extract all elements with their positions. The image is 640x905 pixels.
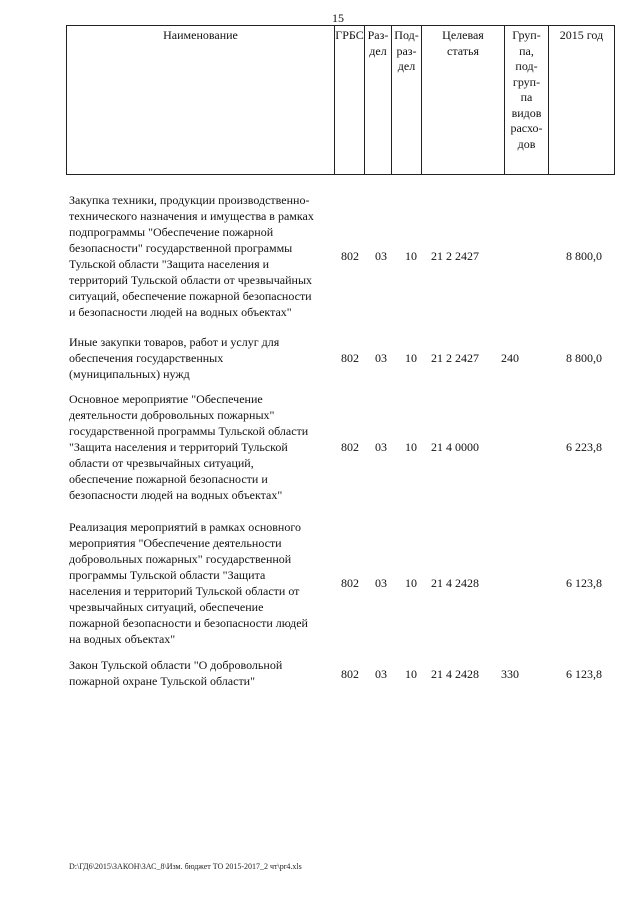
row-razdel: 03 <box>375 440 387 454</box>
row-group: 330 <box>501 667 519 681</box>
row-name: Закон Тульской области "О добровольной пожарной охране Тульской области" <box>69 658 283 688</box>
row-target: 21 4 0000 <box>431 440 479 454</box>
row-amount: 8 800,0 <box>566 351 602 365</box>
row-razdel: 03 <box>375 249 387 263</box>
row-grbs: 802 <box>341 440 359 454</box>
header-razdel: Раз- дел <box>365 26 392 174</box>
row-amount: 6 123,8 <box>566 667 602 681</box>
header-name: Наименование <box>67 26 335 174</box>
page-number: 15 <box>332 11 344 25</box>
row-target: 21 4 2428 <box>431 576 479 590</box>
row-amount: 6 123,8 <box>566 576 602 590</box>
row-podrazdel: 10 <box>405 576 417 590</box>
row-name: Основное мероприятие "Обеспечение деятельности добровольных пожарных" государственной программы Тульской области "Защита населения и территорий Тульской области от чрезвычайных ситуаций, обеспечение пожарной безопасности и безопасности людей на водных объектах" <box>69 392 309 502</box>
row-razdel: 03 <box>375 576 387 590</box>
header-grbs: ГРБС <box>335 26 365 174</box>
row-grbs: 802 <box>341 351 359 365</box>
table-header <box>66 25 615 175</box>
row-amount: 6 223,8 <box>566 440 602 454</box>
row-group: 240 <box>501 351 519 365</box>
row-podrazdel: 10 <box>405 249 417 263</box>
row-target: 21 2 2427 <box>431 351 479 365</box>
header-target-article: Целевая статья <box>422 26 505 174</box>
row-target: 21 2 2427 <box>431 249 479 263</box>
row-name: Закупка техники, продукции производственно- технического назначения и имущества в рамках подпрограммы "Обеспечение пожарной безопасности" государственной программы Тульской области "Защита населения и территорий Тульской области от чрезвычайных ситуаций, обеспечение пожарной безопасности и безопасности людей на водных объектах" <box>69 193 314 319</box>
row-target: 21 4 2428 <box>431 667 479 681</box>
header-year: 2015 год <box>549 26 615 174</box>
header-expense-group: Груп- па, под- груп- па видов расхо- дов <box>505 26 549 174</box>
row-podrazdel: 10 <box>405 440 417 454</box>
row-amount: 8 800,0 <box>566 249 602 263</box>
row-name: Иные закупки товаров, работ и услуг для обеспечения государственных (муниципальных) нужд <box>69 335 280 381</box>
row-razdel: 03 <box>375 351 387 365</box>
file-path-footer: D:\ГД6\2015\ЗАКОН\ЗАС_8\Изм. бюджет ТО 2015-2017_2 чт\pr4.xls <box>69 862 302 871</box>
row-grbs: 802 <box>341 576 359 590</box>
row-podrazdel: 10 <box>405 667 417 681</box>
header-podrazdel: Под- раз- дел <box>392 26 422 174</box>
row-razdel: 03 <box>375 667 387 681</box>
row-name: Реализация мероприятий в рамках основного мероприятия "Обеспечение деятельности добровольных пожарных" государственной программы Тульской области "Защита населения и территорий Тульской области от чрезвычайных ситуаций, обеспечение пожарной безопасности и безопасности людей на водных объектах" <box>69 520 308 646</box>
row-grbs: 802 <box>341 249 359 263</box>
row-podrazdel: 10 <box>405 351 417 365</box>
row-grbs: 802 <box>341 667 359 681</box>
